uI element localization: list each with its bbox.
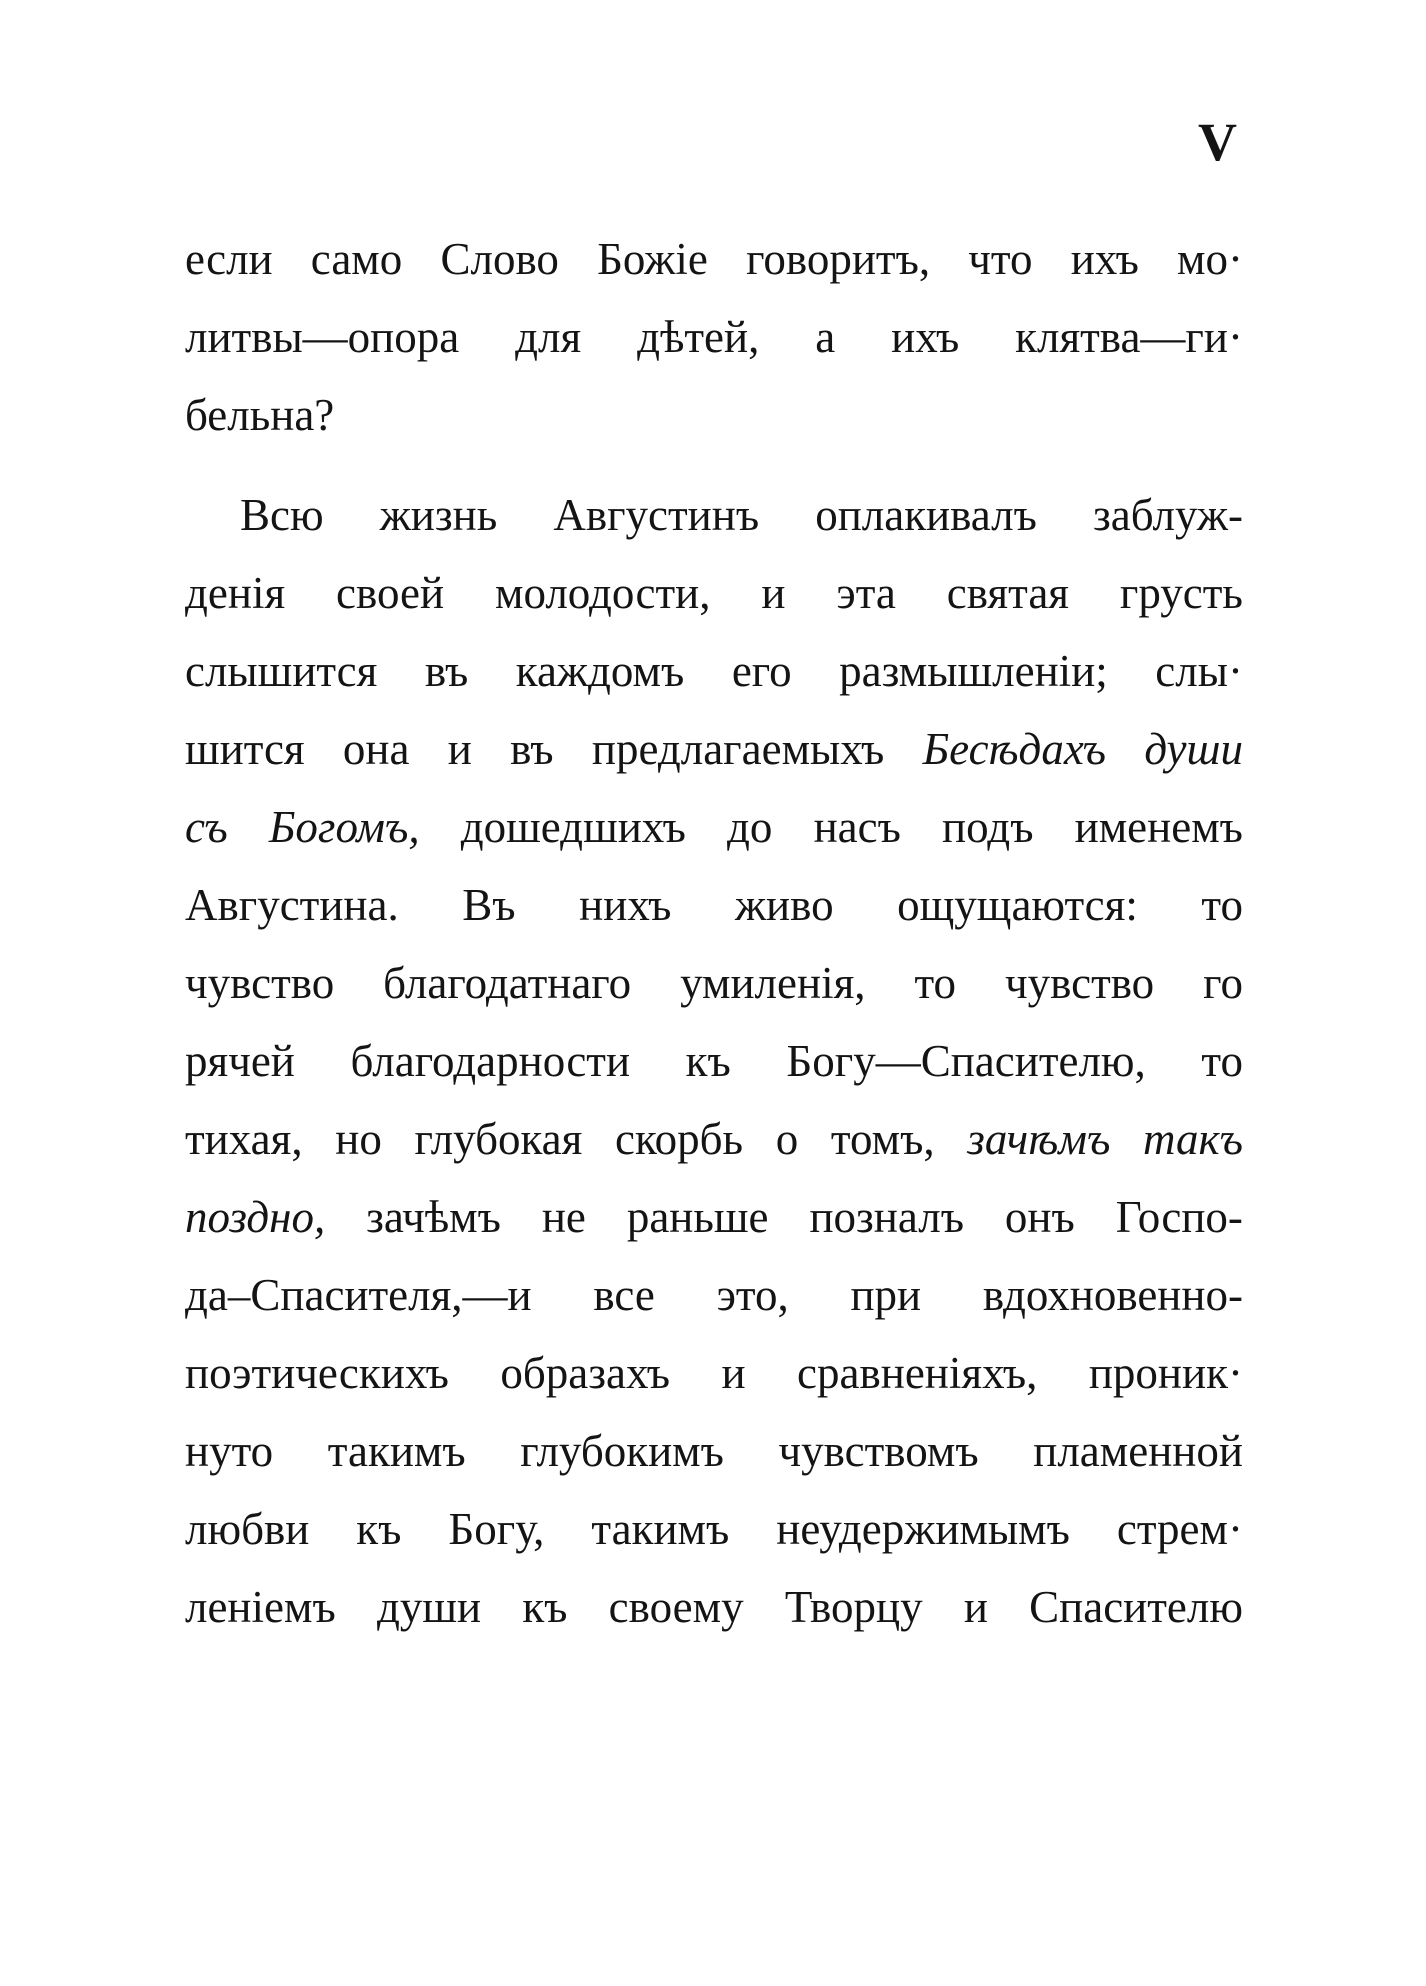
word: зачѣмъ xyxy=(967,1114,1111,1164)
word: Августинъ xyxy=(553,490,760,540)
word: не xyxy=(541,1192,586,1242)
word: неудержимымъ xyxy=(776,1504,1070,1554)
word: съ xyxy=(185,802,228,852)
text-line xyxy=(185,710,1243,788)
word: го xyxy=(1203,958,1243,1008)
text-line xyxy=(185,1022,1243,1100)
word: молодости, xyxy=(494,568,711,618)
word: Спасителю xyxy=(1029,1582,1243,1632)
word: слышится xyxy=(185,646,378,696)
word: зачѣмъ xyxy=(366,1192,501,1242)
word: Творцу xyxy=(784,1582,923,1632)
word: о xyxy=(775,1114,799,1164)
word: Богомъ, xyxy=(268,802,420,852)
word: живо xyxy=(734,880,834,930)
text-line xyxy=(185,1178,1243,1256)
word: своему xyxy=(608,1582,744,1632)
word: каждомъ xyxy=(515,646,685,696)
word: жизнь xyxy=(379,490,498,540)
word: грусть xyxy=(1119,568,1243,618)
word: бельна? xyxy=(185,390,335,440)
word: но xyxy=(335,1114,382,1164)
word: глубокимъ xyxy=(520,1426,724,1476)
text-line xyxy=(185,1568,1243,1646)
word: предлагаемыхъ xyxy=(591,724,885,774)
text-line xyxy=(185,554,1243,632)
word: сравненіяхъ, xyxy=(797,1348,1038,1398)
text-line xyxy=(185,1100,1243,1178)
word: души xyxy=(1144,724,1243,774)
word: да–Спасителя,—и xyxy=(185,1270,532,1320)
paragraph xyxy=(185,220,1243,454)
word: къ xyxy=(356,1504,402,1554)
word: и xyxy=(761,568,786,618)
paragraph xyxy=(185,476,1243,1646)
text-line xyxy=(185,220,1243,298)
word: все xyxy=(593,1270,655,1320)
word: ихъ xyxy=(1070,234,1139,284)
word: размышленіи; xyxy=(839,646,1108,696)
word: Божіе xyxy=(597,234,708,284)
word: Всю xyxy=(240,490,324,540)
word: до xyxy=(727,802,773,852)
word: скорбь xyxy=(615,1114,743,1164)
word: Бесѣдахъ xyxy=(922,724,1107,774)
word: пламенной xyxy=(1033,1426,1243,1476)
word: образахъ xyxy=(500,1348,671,1398)
word: нуто xyxy=(185,1426,274,1476)
word: при xyxy=(850,1270,922,1320)
word: то xyxy=(914,958,957,1008)
word: именемъ xyxy=(1074,802,1243,852)
word: раньше xyxy=(626,1192,769,1242)
text-line xyxy=(185,376,1243,454)
word: ощущаются: xyxy=(897,880,1138,930)
word: подъ xyxy=(942,802,1034,852)
text-line xyxy=(185,1412,1243,1490)
word: умиленія, xyxy=(680,958,866,1008)
word: къ xyxy=(522,1582,568,1632)
word: стрем· xyxy=(1116,1504,1243,1554)
word: поздно, xyxy=(185,1192,326,1242)
word: Августина. xyxy=(185,880,399,930)
word: это, xyxy=(716,1270,789,1320)
word: проник· xyxy=(1088,1348,1243,1398)
word: глубокая xyxy=(414,1114,583,1164)
word: шится xyxy=(185,724,305,774)
word: его xyxy=(731,646,792,696)
word: чувствомъ xyxy=(778,1426,979,1476)
word: для xyxy=(515,312,582,362)
word: Богу—Спасителю, xyxy=(786,1036,1146,1086)
word: Богу, xyxy=(448,1504,545,1554)
word: слы· xyxy=(1155,646,1243,696)
word: насъ xyxy=(813,802,901,852)
word: Въ xyxy=(462,880,516,930)
text-line xyxy=(185,1334,1243,1412)
word: если xyxy=(185,234,273,284)
word: ихъ xyxy=(891,312,960,362)
word: дошедшихъ xyxy=(460,802,686,852)
word: заблуж- xyxy=(1092,490,1243,540)
text-line xyxy=(185,1490,1243,1568)
word: такимъ xyxy=(591,1504,730,1554)
word: а xyxy=(815,312,836,362)
word: нихъ xyxy=(579,880,672,930)
word: говоритъ, xyxy=(746,234,931,284)
word: эта xyxy=(836,568,896,618)
text-line xyxy=(185,1256,1243,1334)
word: что xyxy=(968,234,1033,284)
word: томъ, xyxy=(830,1114,935,1164)
word: вдохновенно- xyxy=(982,1270,1243,1320)
word: оплакивалъ xyxy=(815,490,1037,540)
text-line xyxy=(185,476,1243,554)
word: онъ xyxy=(1004,1192,1075,1242)
word: своей xyxy=(336,568,445,618)
word: литвы—опора xyxy=(185,312,460,362)
word: поэтическихъ xyxy=(185,1348,449,1398)
word: и xyxy=(721,1348,746,1398)
word: такимъ xyxy=(327,1426,466,1476)
text-line xyxy=(185,632,1243,710)
text-line xyxy=(185,298,1243,376)
text-line xyxy=(185,944,1243,1022)
word: само xyxy=(310,234,403,284)
word: она xyxy=(342,724,410,774)
word: къ xyxy=(685,1036,731,1086)
word: любви xyxy=(185,1504,310,1554)
word: денія xyxy=(185,568,286,618)
word: клятва—ги· xyxy=(1015,312,1243,362)
word: тихая, xyxy=(185,1114,303,1164)
word: рячей xyxy=(185,1036,295,1086)
word: леніемъ xyxy=(185,1582,336,1632)
word: дѣтей, xyxy=(637,312,760,362)
word: и xyxy=(447,724,472,774)
word: такъ xyxy=(1143,1114,1243,1164)
word: позналъ xyxy=(809,1192,964,1242)
text-line xyxy=(185,866,1243,944)
page-number: V xyxy=(1198,112,1237,172)
word: души xyxy=(376,1582,482,1632)
word: благодарности xyxy=(350,1036,631,1086)
word: благодатнаго xyxy=(383,958,632,1008)
word: то xyxy=(1201,1036,1243,1086)
word: то xyxy=(1201,880,1243,930)
word: святая xyxy=(946,568,1069,618)
word: въ xyxy=(510,724,554,774)
word: Слово xyxy=(440,234,559,284)
text-line xyxy=(185,788,1243,866)
word: и xyxy=(963,1582,988,1632)
body-text xyxy=(185,220,1243,1646)
word: въ xyxy=(424,646,469,696)
word: чувство xyxy=(185,958,335,1008)
word: чувство xyxy=(1004,958,1155,1008)
word: Госпо- xyxy=(1115,1192,1243,1242)
word: мо· xyxy=(1177,234,1243,284)
